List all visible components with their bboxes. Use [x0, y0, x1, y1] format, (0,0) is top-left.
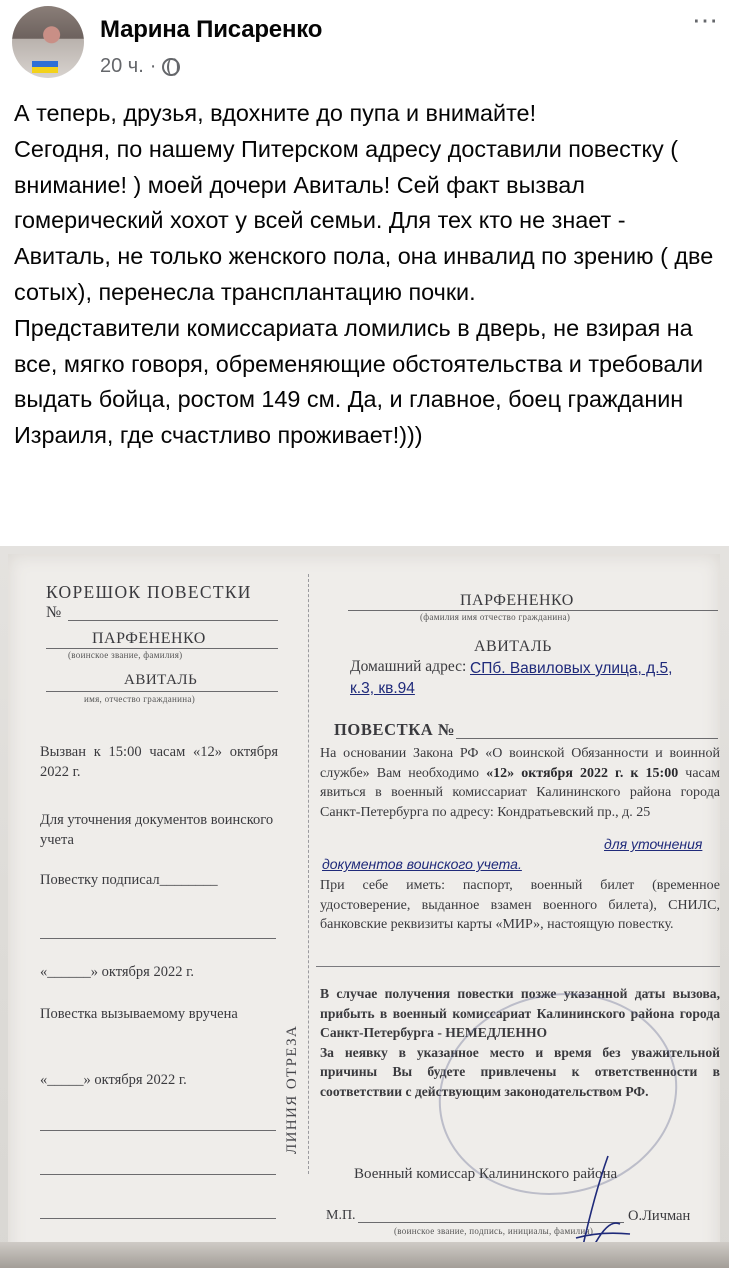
post-photo[interactable] — [0, 546, 729, 1268]
summons-address: СПб. Вавиловых улица, д.5, — [470, 660, 673, 677]
stub-name-rule — [46, 691, 278, 692]
summons-separator — [316, 966, 720, 967]
summons-mp: М.П. — [326, 1208, 356, 1223]
summons-signer: О.Личман — [628, 1208, 691, 1224]
stub-date-line-2: «_____» октября 2022 г. — [40, 1072, 187, 1088]
stub-called: Вызван к 15:00 часам «12» октября 2022 г. — [40, 744, 278, 780]
stub-rule-3 — [40, 1218, 276, 1219]
stub-rule-2 — [40, 1174, 276, 1175]
meta-separator: · — [149, 55, 157, 77]
summons-bring: При себе иметь: паспорт, военный билет (временное удостоверение, выданное взамен военного билета), СНИЛС, банковские реквизиты карты «МИР», настоящую повестку. — [320, 878, 720, 933]
summons-body-date: «12» октября 2022 г. к 15:00 — [486, 765, 679, 781]
globe-icon — [162, 58, 180, 76]
more-options-icon[interactable]: ⋯ — [692, 5, 719, 35]
stub-number-rule — [68, 620, 278, 621]
stub-rule-1 — [40, 1130, 276, 1131]
summons-sign-caption: (воинское звание, подпись, инициалы, фамилия) — [394, 1226, 594, 1236]
cut-line-vertical: ЛИНИЯ ОТРЕЗА — [284, 1024, 300, 1154]
stub-signed: Повестку подписал________ — [40, 872, 218, 888]
photo-bottom-edge — [0, 1242, 729, 1268]
summons-handwritten-2: документов воинского учета. — [322, 856, 522, 872]
summons-body-1: На основании Закона РФ «О воинской Обязанности и воинной службе» Вам необходимо — [320, 746, 720, 781]
ukraine-flag-icon — [32, 61, 58, 73]
summons-surname-rule — [348, 610, 718, 611]
post-header — [0, 0, 729, 90]
summons-number-rule — [456, 738, 718, 739]
stub-number-label: № — [46, 604, 62, 621]
summons-surname-caption: (фамилия имя отчество гражданина) — [420, 612, 571, 622]
summons-home-label: Домашний адрес: — [350, 658, 467, 675]
stub-signature-rule — [40, 938, 276, 939]
author-name[interactable]: Марина Писаренко — [100, 16, 323, 43]
stub-surname-rule — [46, 648, 278, 649]
stub-delivered: Повестка вызываемому вручена — [40, 1006, 238, 1022]
summons-body — [320, 744, 720, 822]
summons-title: ПОВЕСТКА № — [334, 720, 456, 739]
author-avatar[interactable] — [12, 6, 84, 78]
summons-commissar: Военный комиссар Калининского района — [354, 1166, 618, 1182]
stub-rank-caption: (воинское звание, фамилия) — [68, 650, 183, 660]
stub-name: АВИТАЛЬ — [124, 672, 198, 688]
summons-surname: ПАРФЕНЕНКО — [460, 592, 574, 609]
summons-handwritten-1: для уточнения — [604, 836, 703, 852]
stub-name-caption: имя, отчество гражданина) — [84, 694, 195, 704]
post-meta — [100, 55, 180, 78]
summons-late-notice: В случае получения повестки позже указанной даты вызова, прибыть в военный комиссариат Калининского района города Санкт-Петербурга - НЕМЕДЛЕННО За неявку в указанное место и время без уважительной причины Вы будете привлечены к ответственности в соответствии с действующим законодательством РФ. — [320, 986, 720, 1099]
summons-paper — [8, 554, 720, 1268]
summons-body-2: часам явиться в военный комиссариат Калининского района города Санкт-Петербурга по адресу: Кондратьевский пр., д. 25 — [320, 765, 721, 820]
stub-surname: ПАРФЕНЕНКО — [92, 630, 206, 647]
post-text: А теперь, друзья, вдохните до пупа и внимайте! Сегодня, по нашему Питерском адресу доставили повестку ( внимание! ) моей дочери Авиталь! Сей факт вызвал гомерический хохот у всей семьи. Для тех кто не знает - Авиталь, не только женского пола, она инвалид по зрению ( две сотых), перенесла трансплантацию почки. Представители комиссариата ломились в дверь, не взирая на все, мягко говоря, обременяющие обстоятельства и требовали выдать бойца, ростом 149 см. Да, и главное, боец гражданин Израиля, где счастливо проживает!))) — [14, 100, 714, 449]
stub-clarify: Для уточнения документов воинского учета — [40, 812, 274, 848]
summons-address-2: к.3, кв.94 — [350, 680, 415, 697]
cut-separator — [308, 574, 309, 1174]
summons-name: АВИТАЛЬ — [474, 638, 552, 655]
stub-title: КОРЕШОК ПОВЕСТКИ — [46, 582, 252, 602]
stub-date-line: «______» октября 2022 г. — [40, 964, 195, 980]
post-time[interactable]: 20 ч. — [100, 55, 144, 77]
